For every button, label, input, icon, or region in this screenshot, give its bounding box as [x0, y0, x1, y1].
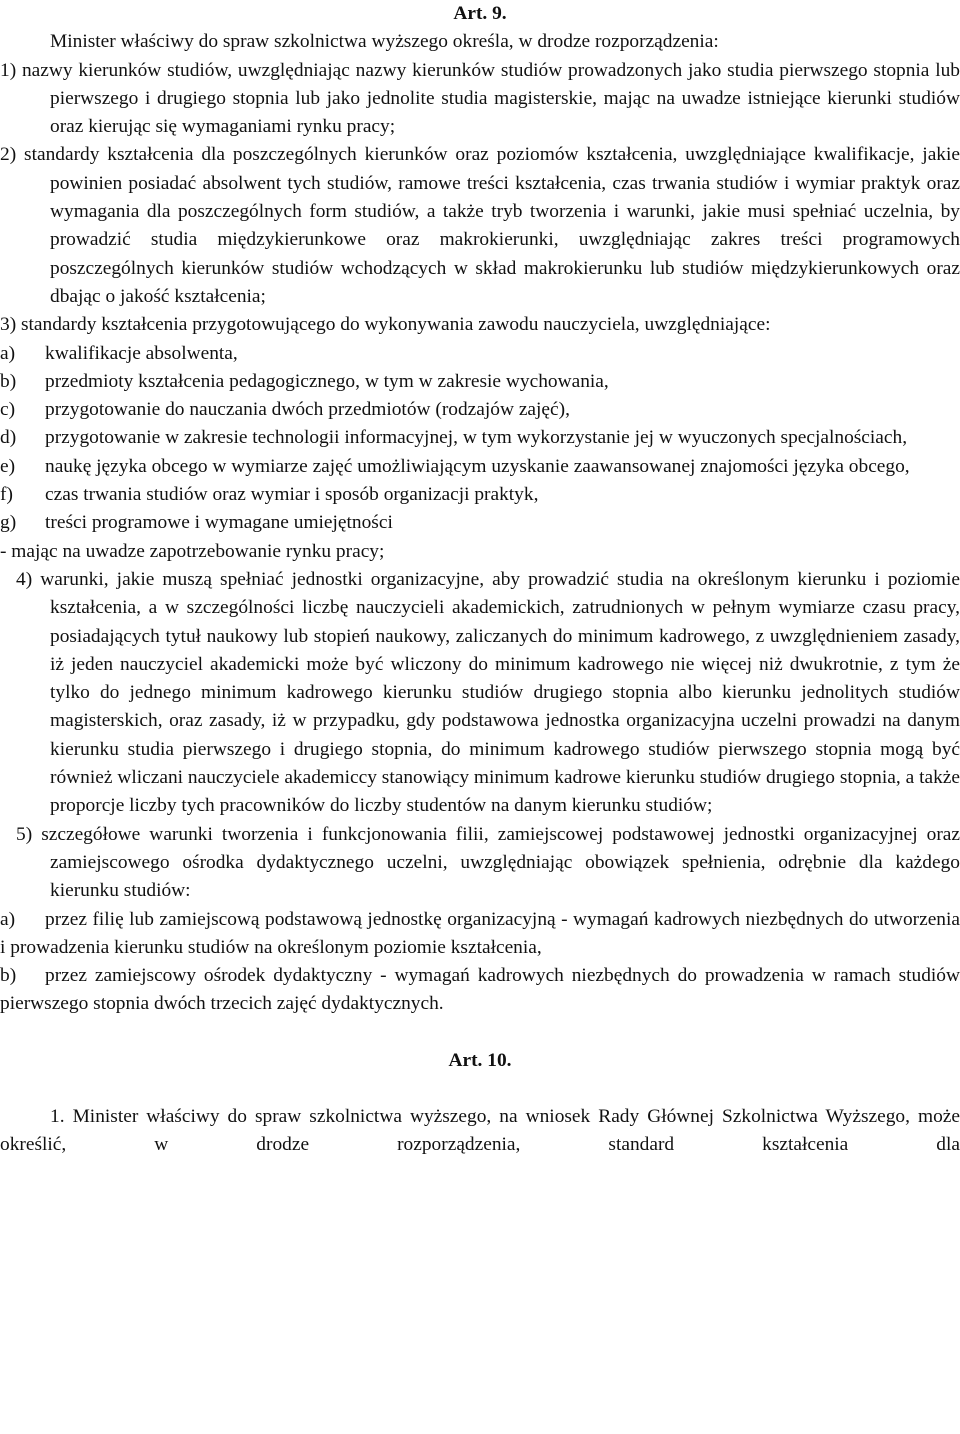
article-9-intro: Minister właściwy do spraw szkolnictwa wyższego określa, w drodze rozporządzenia:	[50, 31, 719, 53]
article-9-item-5: 5) szczegółowe warunki tworzenia i funkcjonowania filii, zamiejscowej podstawowej jednostki organizacyjnej oraz zamiejscowego ośrodka dydaktycznego uczelni, uwzględniając obowiązek spełnienia, odrębnie dla każdego kierunku studiów:	[16, 823, 960, 902]
point-text: przez zamiejscowy ośrodek dydaktyczny - wymagań kadrowych niezbędnych do prowadzenia w ramach studiów pierwszego stopnia dwóch trzecich zajęć dydaktycznych.	[0, 965, 960, 1015]
item-3-point-f	[0, 481, 960, 509]
item-5-point-a	[0, 906, 960, 963]
point-label: b)	[0, 370, 17, 392]
point-text: przygotowanie w zakresie technologii informacyjnej, w tym wykorzystanie jej w wyuczonych specjalnościach,	[45, 427, 908, 449]
article-9-item-3: 3) standardy kształcenia przygotowującego do wykonywania zawodu nauczyciela, uwzględniające:	[0, 314, 771, 336]
item-3-point-e	[0, 453, 960, 481]
point-label: c)	[0, 399, 16, 421]
point-label: a)	[0, 342, 16, 364]
point-text: przedmioty kształcenia pedagogicznego, w tym w zakresie wychowania,	[45, 370, 609, 392]
article-9-item-2: 2) standardy kształcenia dla poszczególnych kierunków oraz poziomów kształcenia, uwzględniające kwalifikacje, jakie powinien posiadać absolwent tych studiów, ramowe treści kształcenia, czas trwania studiów i wymiar praktyk oraz wymagania dla poszczególnych form studiów, a także tryb tworzenia i warunki, jakie musi spełniać uczelnia, by prowadzić studia międzykierunkowe oraz makrokierunki, uwzględniając zakres treści programowych poszczególnych kierunków studiów wchodzących w skład makrokierunku lub studiów międzykierunkowych oraz dbając o jakość kształcenia;	[0, 144, 960, 307]
point-label: g)	[0, 512, 17, 534]
item-5-point-b	[0, 962, 960, 1019]
point-text: naukę języka obcego w wymiarze zajęć umożliwiającym uzyskanie zaawansowanej znajomości języka obcego,	[45, 455, 910, 477]
item-3-closing: - mając na uwadze zapotrzebowanie rynku pracy;	[0, 540, 385, 562]
item-3-point-c	[0, 396, 960, 424]
article-10-heading: Art. 10.	[448, 1049, 512, 1071]
point-text: czas trwania studiów oraz wymiar i sposób organizacji praktyk,	[45, 484, 539, 506]
point-label: b)	[0, 965, 17, 987]
article-9-item-4: 4) warunki, jakie muszą spełniać jednostki organizacyjne, aby prowadzić studia na określonym kierunku i poziomie kształcenia, a w szczególności liczbę nauczycieli akademickich, zatrudnionych w pełnym wymiarze czasu pracy, posiadających tytuł naukowy lub stopień naukowy, zaliczanych do minimum kadrowego, z uwzględnieniem zasady, iż jeden nauczyciel akademicki może być wliczony do minimum kadrowego nie więcej niż dwukrotnie, z tym że tylko do jednego minimum kadrowego kierunku studiów drugiego stopnia albo kierunku jednolitych studiów magisterskich, oraz zasady, iż w przypadku, gdy podstawowa jednostka organizacyjna uczelni prowadzi na danym kierunku studia pierwszego i drugiego stopnia, do minimum kadrowego studiów pierwszego stopnia mogą być również wliczani nauczyciele akademiccy stanowiący minimum kadrowe kierunku studiów drugiego stopnia, a także proporcje liczby tych pracowników do liczby studentów na danym kierunku studiów;	[16, 568, 960, 817]
article-10-paragraph-1: 1. Minister właściwy do spraw szkolnictwa wyższego, na wniosek Rady Głównej Szkolnictwa Wyższego, może określić, w drodze rozporządzenia, standard kształcenia dla	[0, 1105, 960, 1156]
point-text: przez filię lub zamiejscową podstawową jednostkę organizacyjną - wymagań kadrowych niezbędnych do utworzenia i prowadzenia kierunku studiów na określonym poziomie kształcenia,	[0, 908, 960, 958]
point-label: e)	[0, 455, 16, 477]
article-9-heading: Art. 9.	[453, 3, 507, 24]
point-text: przygotowanie do nauczania dwóch przedmiotów (rodzajów zajęć),	[45, 399, 570, 421]
point-label: d)	[0, 427, 17, 449]
point-label: a)	[0, 908, 16, 930]
item-3-point-d	[0, 424, 960, 452]
point-label: f)	[0, 484, 13, 506]
item-3-point-a	[0, 340, 960, 368]
point-text: kwalifikacje absolwenta,	[45, 342, 238, 364]
item-3-point-b	[0, 368, 960, 396]
article-9-item-1: 1) nazwy kierunków studiów, uwzględniając nazwy kierunków studiów prowadzonych jako studia pierwszego stopnia lub pierwszego i drugiego stopnia lub jako jednolite studia magisterskie, mając na uwadze istniejące kierunki studiów oraz kierując się wymaganiami rynku pracy;	[0, 59, 960, 138]
item-3-point-g	[0, 509, 960, 537]
point-text: treści programowe i wymagane umiejętności	[45, 512, 393, 534]
